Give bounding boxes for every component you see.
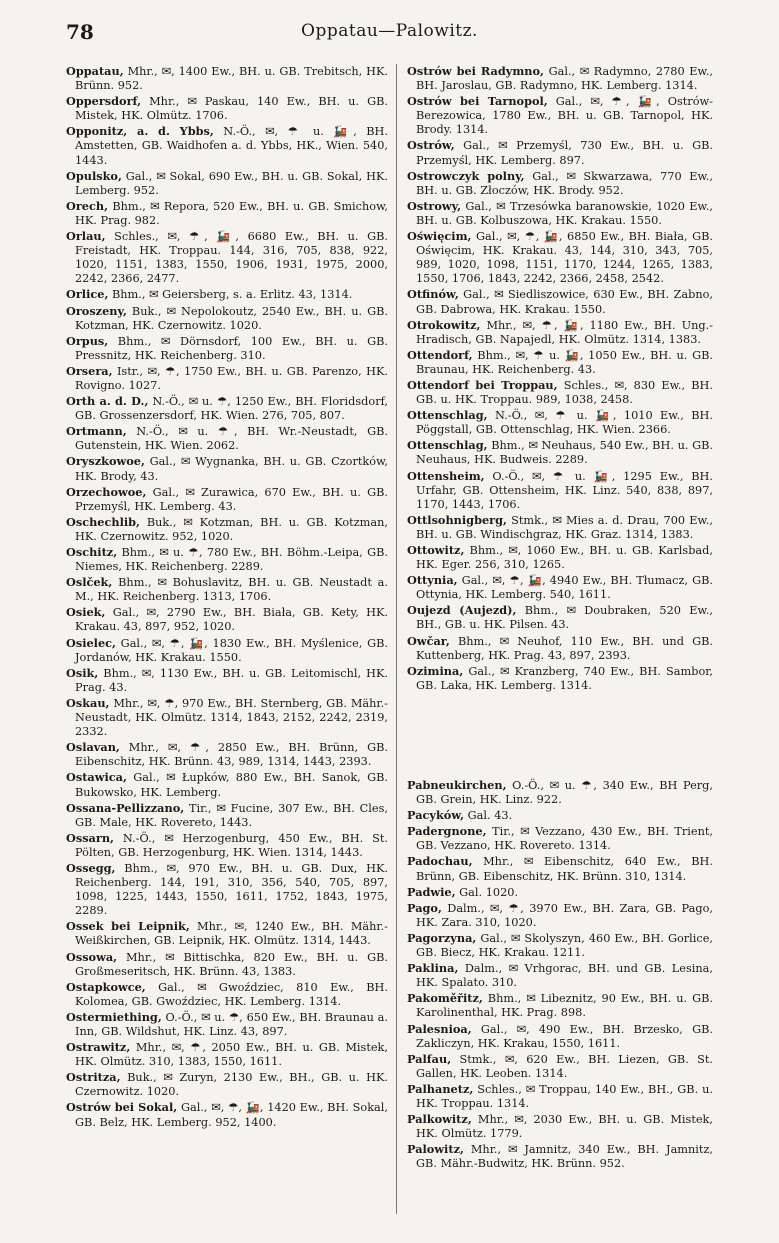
gazetteer-entry [66,454,388,483]
entry-headword: Ottowitz, [407,543,465,557]
entry-text: Mhr., ✉, 1400 Ew., BH. u. GB. Trebitsch, HK. Brünn. 952. [75,65,388,93]
entry-headword: Oschitz, [66,545,118,559]
entry-text: Gal., ✉, ☂, 🚂, 1420 Ew., BH. Sokal, GB. Belz, HK. Lemberg. 952, 1400. [75,1101,388,1129]
gazetteer-entry [407,664,713,693]
gazetteer-entry [66,636,388,665]
gazetteer-entry [66,1100,388,1129]
gazetteer-entry [66,696,388,739]
gazetteer-entry [66,740,388,769]
entry-headword: Ozimina, [407,663,464,678]
entry-text: Gal., ✉, ☂, 🚂, 6850 Ew., BH. Biała, GB. Oświęcim, HK. Krakau. 43, 144, 310, 343, 705, 989, 1020, 1098, 1151, 1170, 1244, 1265, 1383, 1550, 1706, 1843, 2242, 2366, 2458, 2542. [416,230,713,286]
entry-headword: Ottendorf, [407,347,473,362]
entry-headword: Ottynia, [407,573,458,588]
entry-headword: Ostermiething, [66,1009,162,1024]
gazetteer-entry [66,950,388,979]
gazetteer-entry [407,1052,713,1081]
gazetteer-entry [407,573,713,602]
entry-headword: Ostrowy, [407,198,462,213]
entry-text: Gal., ✉ Skwarzawa, 770 Ew., BH. u. GB. Złoczów, HK. Brody. 952. [416,169,713,197]
gazetteer-entry [407,854,713,883]
entry-headword: Ostrawitz, [66,1040,131,1055]
entry-headword: Ottlsohnigberg, [407,512,507,527]
entry-headword: Padochau, [407,854,473,869]
entry-text: Gal., ✉ Łupków, 880 Ew., BH. Sanok, GB. Bukowsko, HK. Lemberg. [75,771,388,799]
entry-text: Bhm., ✉ Repora, 520 Ew., BH. u. GB. Smichow, HK. Prag. 982. [75,199,388,227]
page-number: 78 [66,20,94,44]
entry-headword: Palfau, [407,1051,452,1066]
entry-text: Schles., ✉ Troppau, 140 Ew., BH., GB. u. HK. Troppau. 1314. [416,1082,713,1110]
entry-headword: Otfinów, [407,287,459,302]
entry-text: Bhm., ✉ Bohuslavitz, BH. u. GB. Neustadt a. M., HK. Reichenberg. 1313, 1706. [75,576,388,604]
gazetteer-entry [407,1142,713,1171]
entry-text: Mhr., ✉ Eibenschitz, 640 Ew., BH. Brünn, GB. Eibenschitz, HK. Brünn. 310, 1314. [416,855,713,883]
gazetteer-entry [66,515,388,544]
gazetteer-entry [66,770,388,799]
entry-text: Buk., ✉ Kotzman, BH. u. GB. Kotzman, HK. Czernowitz. 952, 1020. [75,515,388,543]
entry-text: Bhm., ✉, ☂ u. 🚂, 1050 Ew., BH. u. GB. Braunau, HK. Reichenberg. 43. [416,348,713,376]
entry-headword: Ossegg, [66,860,116,875]
entry-text: Gal., ✉, 2790 Ew., BH. Biała, GB. Kety, HK. Krakau. 43, 897, 952, 1020. [75,606,388,634]
entry-text: O.-Ö., ✉ u. ☂, 650 Ew., BH. Braunau a. Inn, GB. Wildshut, HK. Linz. 43, 897. [75,1010,388,1038]
gazetteer-entry [66,287,388,302]
entry-text: Bhm., ✉ Libeznitz, 90 Ew., BH. u. GB. Karolinenthal, HK. Prag. 898. [416,992,713,1020]
entry-headword: Palowitz, [407,1142,464,1157]
entry-headword: Pacyków, [407,808,465,823]
gazetteer-entry [66,545,388,574]
gazetteer-entry [66,605,388,634]
entry-headword: Palkowitz, [407,1112,472,1127]
gazetteer-entry [407,378,713,407]
entry-headword: Ostrów bei Tarnopol, [407,94,548,109]
gazetteer-entry [407,991,713,1020]
entry-headword: Pakoměřitz, [407,991,483,1006]
entry-text: Istr., ✉, ☂, 1750 Ew., BH. u. GB. Parenzo, HK. Rovigno. 1027. [75,364,388,392]
gazetteer-entry [66,980,388,1009]
entry-headword: Orech, [66,198,109,213]
gazetteer-entry [407,318,713,347]
gazetteer-entry [66,304,388,333]
entry-text: Gal., ✉ Trzesówka baranowskie, 1020 Ew., BH. u. GB. Kolbuszowa, HK. Krakau. 1550. [416,199,713,227]
entry-text: Stmk., ✉ Mies a. d. Drau, 700 Ew., BH. u. GB. Windischgraz, HK. Graz. 1314, 1383. [416,513,713,541]
gazetteer-entry [66,485,388,514]
entry-text: Gal., ✉, ☂, 🚂, 4940 Ew., BH. Tłumacz, GB. Ottynia, HK. Lemberg. 540, 1611. [416,574,713,602]
entry-headword: Oryszkowoe, [66,454,145,469]
entry-text: Bhm., ✉ Neuhof, 110 Ew., BH. und GB. Kuttenberg, HK. Prag. 43, 897, 2393. [416,634,713,662]
entry-headword: Oppersdorf, [66,94,142,109]
entry-headword: Palesnioa, [407,1021,472,1036]
entry-headword: Ostrów, [407,138,455,153]
entry-headword: Padwie, [407,884,456,899]
gazetteer-entry [66,919,388,948]
entry-text: Mhr., ✉, ☂, 🚂, 1180 Ew., BH. Ung.-Hradisch, GB. Napajedl, HK. Olmütz. 1314, 1383. [416,318,713,346]
entry-headword: Pagorzyna, [407,930,477,945]
gazetteer-entry [407,94,713,137]
entry-text: Schles., ✉, 830 Ew., BH. GB. u. HK. Troppau. 989, 1038, 2458. [416,378,713,407]
entry-headword: Ottendorf bei Troppau, [407,377,558,392]
left-column [66,64,388,1131]
entry-text: Dalm., ✉, ☂, 3970 Ew., BH. Zara, GB. Pago, HK. Zara. 310, 1020. [416,901,713,929]
entry-headword: Ottenschlag, [407,438,488,453]
entry-headword: Oroszeny, [66,303,127,318]
entry-headword: Ostritza, [66,1070,121,1085]
gazetteer-entry [407,931,713,960]
gazetteer-entry [407,885,713,900]
right-column-bottom [407,778,713,1172]
entry-text: Tir., ✉ Vezzano, 430 Ew., BH. Trient, GB. Vezzano, HK. Rovereto. 1314. [416,825,713,853]
right-column-top [407,64,713,694]
entry-text: Mhr., ✉ Bittischka, 820 Ew., BH. u. GB. Großmeseritsch, HK. Brünn. 43, 1383. [75,950,388,978]
entry-headword: Ostawica, [66,770,127,785]
gazetteer-entry [66,575,388,604]
entry-headword: Padergnone, [407,824,487,839]
gazetteer-entry [66,364,388,393]
gazetteer-entry [66,94,388,123]
entry-text: Gal., ✉, 490 Ew., BH. Brzesko, GB. Zakliczyn, HK. Krakau, 1550, 1611. [416,1022,713,1050]
entry-text: Mhr., ✉ Paskau, 140 Ew., BH. u. GB. Mistek, HK. Olmütz. 1706. [75,95,388,123]
entry-text: Schles., ✉, ☂, 🚂, 6680 Ew., BH. u. GB. Freistadt, HK. Troppau. 144, 316, 705, 838, 922, 1020, 1151, 1383, 1550, 1906, 1931, 1975, 2000, 2242, 2366, 2477. [75,230,388,286]
entry-headword: Oskau, [66,695,110,710]
gazetteer-entry [407,961,713,990]
gazetteer-entry [66,1040,388,1069]
entry-text: Mhr., ✉ Jamnitz, 340 Ew., BH. Jamnitz, GB. Mähr.-Budwitz, HK. Brünn. 952. [416,1143,713,1171]
column-divider [396,64,397,1214]
entry-headword: Opulsko, [66,168,122,183]
entry-headword: Ostrów bei Sokal, [66,1100,178,1115]
gazetteer-entry [407,808,713,823]
gazetteer-entry [407,64,713,93]
entry-text: Gal., ✉ Wygnanka, BH. u. GB. Czortków, HK. Brody, 43. [75,455,388,483]
entry-text: Mhr., ✉, 1240 Ew., BH. Mähr.-Weißkirchen, GB. Leipnik, HK. Olmütz. 1314, 1443. [75,920,389,948]
gazetteer-entry [407,348,713,377]
entry-text: Bhm., ✉ Dörnsdorf, 100 Ew., BH. u. GB. Pressnitz, HK. Reichenberg. 310. [75,334,388,362]
entry-text: N.-Ö., ✉ u. ☂, 1250 Ew., BH. Floridsdorf, GB. Grossenzersdorf, HK. Wien. 276, 705, 807. [75,395,388,423]
entry-text: Dalm., ✉ Vrhgorac, BH. und GB. Lesina, HK. Spalato. 310. [416,962,713,990]
entry-text: N.-Ö., ✉, ☂ u. 🚂, 1010 Ew., BH. Pöggstall, GB. Ottenschlag, HK. Wien. 2366. [416,409,713,437]
entry-text: N.-Ö., ✉, ☂ u. 🚂, BH. Amstetten, GB. Waidhofen a. d. Ybbs, HK., Wien. 540, 1443. [75,125,388,167]
gazetteer-entry [407,287,713,316]
gazetteer-entry [407,469,713,512]
gazetteer-entry [407,543,713,572]
gazetteer-entry [66,424,388,453]
entry-headword: Oslavan, [66,740,120,755]
entry-headword: Owčar, [407,633,450,648]
entry-headword: Ossek bei Leipnik, [66,919,190,934]
gazetteer-entry [66,666,388,695]
gazetteer-entry [66,394,388,423]
gazetteer-entry [407,824,713,853]
gazetteer-entry [66,169,388,198]
entry-headword: Orth a. d. D., [66,394,149,409]
gazetteer-entry [66,229,388,286]
entry-headword: Oppatau, [66,64,124,78]
running-title: Oppatau—Palowitz. [301,21,478,41]
gazetteer-entry [407,408,713,437]
entry-headword: Pago, [407,900,442,915]
entry-text: Gal., ✉ Gwoździec, 810 Ew., BH. Kolomea, GB. Gwoździec, HK. Lemberg. 1314. [75,980,388,1008]
entry-headword: Ostrów bei Radymno, [407,64,544,78]
gazetteer-entry [407,1082,713,1111]
entry-text: Buk., ✉ Zuryn, 2130 Ew., BH., GB. u. HK. Czernowitz. 1020. [75,1071,388,1099]
gazetteer-entry [407,634,713,663]
entry-text: Buk., ✉ Nepolokoutz, 2540 Ew., BH. u. GB. Kotzman, HK. Czernowitz. 1020. [75,304,388,332]
gazetteer-entry [407,229,713,286]
entry-headword: Palhanetz, [407,1081,474,1096]
gazetteer-entry [407,901,713,930]
entry-text: Gal., ✉ Skolyszyn, 460 Ew., BH. Gorlice, GB. Biecz, HK. Krakau. 1211. [416,931,713,960]
entry-text: N.-Ö., ✉ Herzogenburg, 450 Ew., BH. St. Pölten, GB. Herzogenburg, HK. Wien. 1314, 1443. [75,831,388,859]
entry-text: Gal., ✉, ☂, 🚂, Ostrów-Berezowica, 1780 Ew., BH. u. GB. Tarnopol, HK. Brody. 1314. [416,95,713,137]
entry-text: Gal., ✉ Zurawica, 670 Ew., BH. u. GB. Przemyśl, HK. Lemberg. 43. [75,485,388,513]
entry-headword: Paklina, [407,961,459,976]
entry-text: Gal., ✉ Sokal, 690 Ew., BH. u. GB. Sokal, HK. Lemberg. 952. [75,169,388,197]
entry-headword: Orlau, [66,229,106,244]
entry-text: O.-Ö., ✉ u. ☂, 340 Ew., BH Perg, GB. Grein, HK. Linz. 922. [416,779,713,807]
entry-text: Gal., ✉ Przemyśl, 730 Ew., BH. u. GB. Przemyśl, HK. Lemberg. 897. [416,139,713,167]
entry-text: Bhm., ✉, 1130 Ew., BH. u. GB. Leitomischl, HK. Prag. 43. [75,666,388,694]
gazetteer-entry [66,801,388,830]
entry-headword: Orlice, [66,287,109,302]
entry-headword: Oświęcim, [407,229,472,244]
entry-text: Bhm., ✉, 1060 Ew., BH. u. GB. Karlsbad, HK. Eger. 256, 310, 1265. [416,544,713,572]
entry-text: Tir., ✉ Fucine, 307 Ew., BH. Cles, GB. Male, HK. Rovereto, 1443. [75,801,388,829]
gazetteer-entry [66,861,388,918]
entry-headword: Pabneukirchen, [407,778,507,792]
gazetteer-entry [66,334,388,363]
entry-text: Stmk., ✉, 620 Ew., BH. Liezen, GB. St. Gallen, HK. Leoben. 1314. [416,1052,713,1080]
gazetteer-entry [407,438,713,467]
entry-headword: Ossowa, [66,949,118,964]
entry-headword: Ostrowczyk polny, [407,168,525,183]
gazetteer-entry [66,199,388,228]
entry-text: Mhr., ✉, ☂, 2050 Ew., BH. u. GB. Mistek, HK. Olmütz. 310, 1383, 1550, 1611. [75,1041,388,1069]
entry-text: Gal. 1020. [455,885,519,899]
entry-text: Mhr., ✉, ☂, 2850 Ew., BH. Brünn, GB. Eibenschitz, HK. Brünn. 43, 989, 1314, 1443, 2393. [75,741,388,769]
entry-headword: Ossarn, [66,830,114,845]
entry-text: Gal., ✉ Radymno, 2780 Ew., BH. Jaroslau, GB. Radymno, HK. Lemberg. 1314. [416,65,713,93]
entry-text: Gal. 43. [464,809,513,823]
entry-headword: Orpus, [66,333,109,348]
gazetteer-entry [407,1022,713,1051]
entry-text: Bhm., ✉ u. ☂, 780 Ew., BH. Böhm.-Leipa, GB. Niemes, HK. Reichenberg. 2289. [75,546,388,574]
entry-headword: Ottenschlag, [407,408,488,423]
entry-text: Bhm., ✉ Doubraken, 520 Ew., BH., GB. u. HK. Pilsen. 43. [416,604,713,632]
entry-headword: Oujezd (Aujezd), [407,603,517,618]
entry-text: Gal., ✉ Kranzberg, 740 Ew., BH. Sambor, GB. Laka, HK. Lemberg. 1314. [416,664,713,692]
entry-headword: Osik, [66,665,99,680]
gazetteer-entry [66,1010,388,1039]
entry-headword: Ostapkowce, [66,979,146,994]
entry-text: Bhm., ✉ Geiersberg, s. a. Erlitz. 43, 1314. [108,288,353,302]
gazetteer-entry [407,199,713,228]
entry-text: Gal., ✉ Siedliszowice, 630 Ew., BH. Zabno, GB. Dabrowa, HK. Krakau. 1550. [416,288,713,316]
entry-headword: Orzechowoe, [66,484,147,499]
gazetteer-entry [407,603,713,632]
entry-headword: Ortmann, [66,424,127,439]
entry-text: Gal., ✉, ☂, 🚂, 1830 Ew., BH. Myślenice, GB. Jordanów, HK. Krakau. 1550. [75,636,388,664]
entry-text: N.-Ö., ✉ u. ☂, BH. Wr.-Neustadt, GB. Gutenstein, HK. Wien. 2062. [75,425,388,453]
gazetteer-entry [407,169,713,198]
entry-headword: Oschechlib, [66,514,140,529]
entry-headword: Ossana-Pellizzano, [66,800,185,815]
entry-headword: Osiek, [66,605,106,620]
entry-text: O.-Ö., ✉, ☂ u. 🚂, 1295 Ew., BH. Urfahr, GB. Ottensheim, HK. Linz. 540, 838, 897, 1170, 1443, 1706. [416,469,713,511]
entry-text: Bhm., ✉ Neuhaus, 540 Ew., BH. u. GB. Neuhaus, HK. Budweis. 2289. [416,439,713,467]
entry-text: Bhm., ✉, 970 Ew., BH. u. GB. Dux, HK. Reichenberg. 144, 191, 310, 356, 540, 705, 897, 1098, 1225, 1443, 1550, 1611, 1752, 1843, 1975, 2289. [75,861,388,918]
gazetteer-entry [407,513,713,542]
entry-text: Mhr., ✉, ☂, 970 Ew., BH. Sternberg, GB. Mähr.-Neustadt, HK. Olmütz. 1314, 1843, 2152, 2242, 2319, 2332. [75,696,388,739]
entry-headword: Otrokowitz, [407,317,481,332]
entry-headword: Osielec, [66,635,116,650]
gazetteer-entry [407,778,713,807]
entry-headword: Orsera, [66,363,113,378]
entry-headword: Oslček, [66,575,113,590]
gazetteer-entry [407,1112,713,1141]
entry-text: Mhr., ✉, 2030 Ew., BH. u. GB. Mistek, HK. Olmütz. 1779. [416,1113,713,1141]
entry-headword: Ottensheim, [407,468,485,483]
gazetteer-entry [407,138,713,167]
entry-headword: Opponitz, a. d. Ybbs, [66,124,214,139]
gazetteer-entry [66,124,388,167]
gazetteer-entry [66,831,388,860]
gazetteer-entry [66,1070,388,1099]
gazetteer-entry [66,64,388,93]
